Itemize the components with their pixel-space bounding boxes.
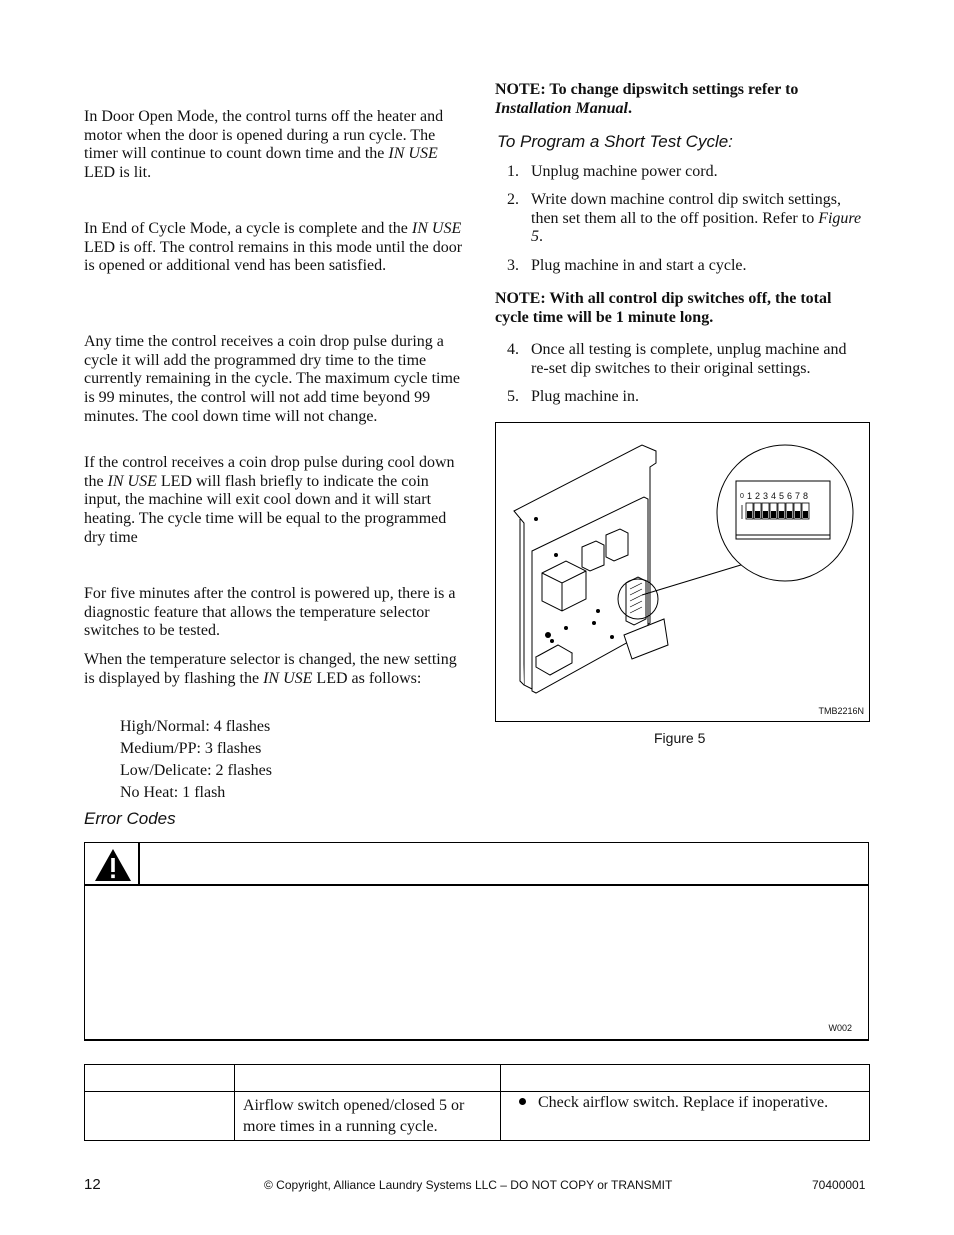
steps-list-a xyxy=(495,163,867,276)
flash-item: Medium/PP: 3 flashes xyxy=(120,740,262,757)
warning-triangle-icon xyxy=(93,847,133,883)
figure-code: TMB2216N xyxy=(818,706,864,716)
short-test-cycle-heading: To Program a Short Test Cycle: xyxy=(497,132,733,151)
steps-list-b xyxy=(495,341,867,407)
table-header-cell xyxy=(235,1065,501,1092)
dip-label: 4 xyxy=(771,491,777,501)
warning-header-divider xyxy=(85,884,868,886)
warning-box xyxy=(84,842,869,1041)
dip-on-label: 0 xyxy=(740,493,744,500)
note-dipswitch: NOTE: To change dipswitch settings refer to Installation Manual. xyxy=(495,81,799,117)
bullet-icon xyxy=(519,1098,526,1105)
selector-paragraph: When the temperature selector is changed, the new setting is displayed by flashing the IN USE LED as follows: xyxy=(84,651,457,687)
list-item: 5. Plug machine in. xyxy=(507,388,639,405)
dip-label: 6 xyxy=(787,491,793,501)
list-item: 1. Unplug machine power cord. xyxy=(507,163,718,180)
error-table xyxy=(84,1064,870,1141)
dip-label: 8 xyxy=(803,491,809,501)
figure-reference[interactable]: Figure 5 xyxy=(531,209,862,246)
door-open-mode-paragraph: In Door Open Mode, the control turns off the heater and motor when the door is opened during a run cycle. The timer will continue to count down time and the IN USE LED is lit. xyxy=(84,108,444,182)
page-number: 12 xyxy=(84,1176,101,1193)
warning-code: W002 xyxy=(828,1023,852,1033)
flash-item: Low/Delicate: 2 flashes xyxy=(120,762,272,779)
cool-down-paragraph: If the control receives a coin drop pulse during cool down the IN USE LED will flash briefly to indicate the coin input, the machine will exit cool down and it will start heating. The cycle time will be equal to the programmed dry time xyxy=(84,454,455,546)
dip-label: 7 xyxy=(795,491,801,501)
dip-label: 2 xyxy=(755,491,761,501)
flash-list xyxy=(120,716,272,804)
dip-label: 5 xyxy=(779,491,785,501)
figure-5-box xyxy=(495,422,870,722)
list-item: 3. Plug machine in and start a cycle. xyxy=(507,257,747,274)
document-number: 70400001 xyxy=(812,1178,866,1192)
warning-icon-cell xyxy=(85,843,140,885)
table-header-cell xyxy=(85,1065,235,1092)
diagnostic-paragraph: For five minutes after the control is powered up, there is a diagnostic feature that allows the temperature selector switches to be tested. xyxy=(84,585,456,640)
error-codes-heading: Error Codes xyxy=(84,809,176,828)
note-test-cycle: NOTE: With all control dip switches off, the total cycle time will be 1 minute long. xyxy=(495,290,832,326)
control-board-illustration xyxy=(496,423,869,721)
dip-switch-numbers xyxy=(747,491,811,501)
error-action-cell: Check airflow switch. Replace if inoperative. xyxy=(501,1092,870,1141)
copyright-notice: © Copyright, Alliance Laundry Systems LLC – DO NOT COPY or TRANSMIT xyxy=(264,1178,673,1192)
table-row xyxy=(85,1092,870,1141)
figure-caption: Figure 5 xyxy=(654,730,706,746)
flash-item: No Heat: 1 flash xyxy=(120,784,226,801)
table-header-cell xyxy=(501,1065,870,1092)
dip-label: 3 xyxy=(763,491,769,501)
end-of-cycle-paragraph: In End of Cycle Mode, a cycle is complete and the IN USE LED is off. The control remains in this mode until the door is opened or additional vend has been satisfied. xyxy=(84,220,463,275)
flash-item: High/Normal: 4 flashes xyxy=(120,718,271,735)
error-description-cell: Airflow switch opened/closed 5 or more times in a running cycle. xyxy=(235,1092,501,1141)
list-item: 4. Once all testing is complete, unplug machine and re-set dip switches to their original settings. xyxy=(507,341,847,377)
coin-pulse-paragraph: Any time the control receives a coin drop pulse during a cycle it will add the programmed dry time to the time currently remaining in the cycle. The maximum cycle time is 99 minutes, the control will not add time beyond 99 minutes. The cool down time will not change. xyxy=(84,333,461,425)
list-item: 2. Write down machine control dip switch settings, then set them all to the off position. Refer to Figure 5. xyxy=(507,191,862,246)
error-code-cell xyxy=(85,1092,235,1141)
dip-label: 1 xyxy=(747,491,753,501)
table-header-row xyxy=(85,1065,870,1092)
